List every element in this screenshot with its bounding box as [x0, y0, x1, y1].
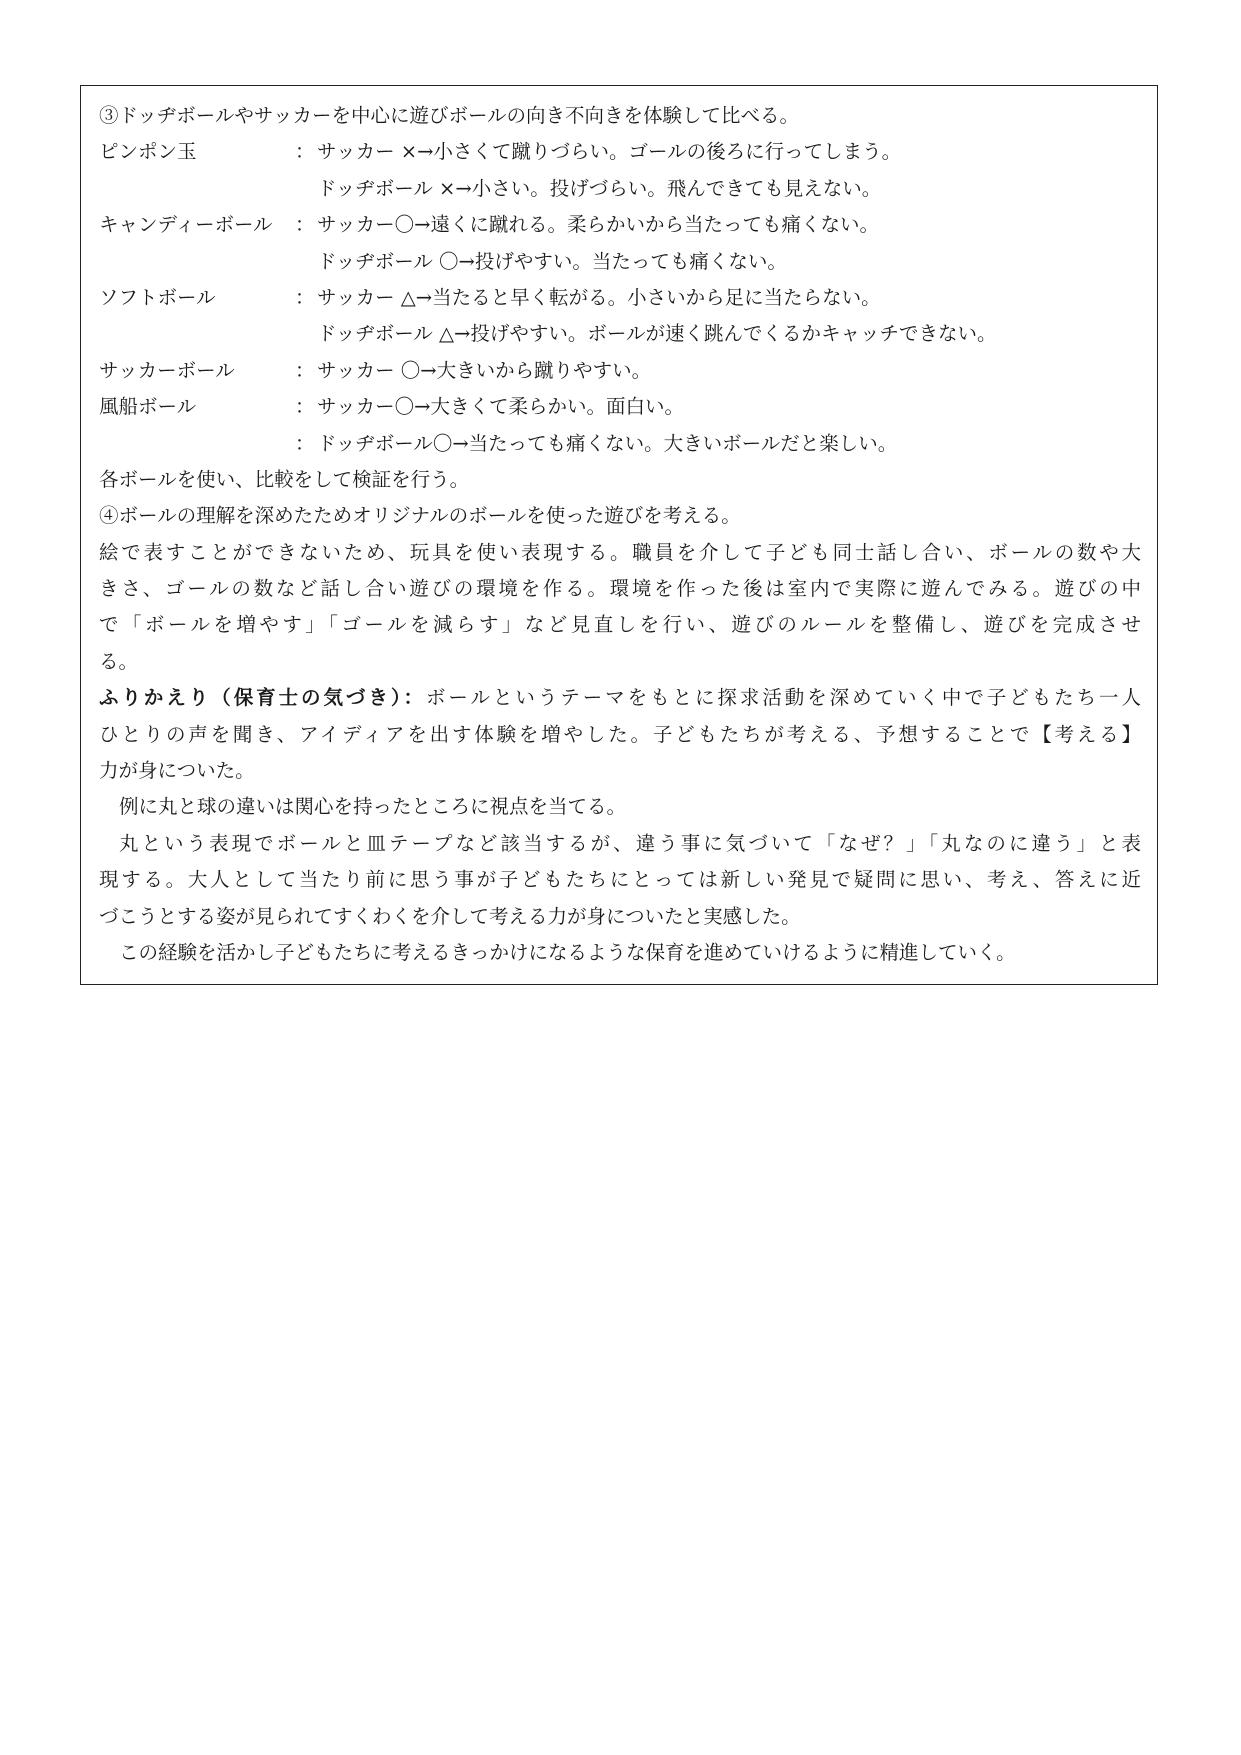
ball-colon: ： — [295, 213, 315, 237]
ball-evaluation: サッカー〇→遠くに蹴れる。柔らかいから当たっても痛くない。 — [317, 213, 879, 237]
reflection-first-line — [99, 680, 1141, 716]
ball-evaluation: サッカー △→当たると早く転がる。小さいから足に当たらない。 — [317, 285, 881, 309]
ball-evaluation: サッカー〇→大きくて柔らかい。面白い。 — [317, 395, 684, 419]
ball-row — [99, 280, 1141, 316]
ball-name: ソフトボール — [99, 285, 216, 309]
reflection-line: ひとりの声を聞き、アイディアを出す体験を増やした。子どもたちが考える、予想することで【考える】 — [99, 722, 1141, 746]
reflection-line: 力が身についた。 — [99, 759, 255, 783]
ball-evaluation: ドッヂボール〇→当たっても痛くない。大きいボールだと楽しい。 — [317, 431, 898, 455]
ball-name — [99, 316, 295, 352]
section3-summary: 各ボールを使い、比較をして検証を行う。 — [99, 467, 470, 491]
ball-name: キャンディーボール — [99, 213, 273, 237]
reflection-paragraph-line: 現する。大人として当たり前に思う事が子どもたちにとっては新しい発見で疑問に思い、考え、答えに近 — [99, 868, 1141, 892]
ball-colon: ： — [295, 395, 315, 419]
ball-colon — [295, 244, 317, 280]
ball-name — [99, 426, 295, 462]
reflection-label: ふりかえり（保育士の気づき）： — [99, 686, 426, 710]
reflection-paragraph-line: 丸という表現でボールと皿テープなど該当するが、違う事に気づいて「なぜ？」「丸なのに違う」と表 — [119, 831, 1141, 855]
reflection-paragraph-line: づこうとする姿が見られてすくわくを介して考える力が身についたと実感した。 — [99, 904, 801, 928]
section4-paragraph-line: で「ボールを増やす」「ゴールを減らす」など見直しを行い、遊びのルールを整備し、遊びを完成させ — [99, 613, 1141, 637]
ball-row — [99, 207, 1141, 243]
ball-name — [99, 171, 295, 207]
reflection-paragraph: 例に丸と球の違いは関心を持ったところに視点を当てる。 — [119, 795, 627, 819]
section4-paragraph-line: きさ、ゴールの数など話し合い遊びの環境を作る。環境を作った後は室内で実際に遊んでみる。遊びの中 — [99, 577, 1141, 601]
ball-name: 風船ボール — [99, 395, 197, 419]
ball-name: ピンポン玉 — [99, 140, 197, 164]
ball-evaluation: サッカー ×→小さくて蹴りづらい。ゴールの後ろに行ってしまう。 — [317, 140, 902, 164]
ball-colon — [295, 171, 317, 207]
ball-name — [99, 244, 295, 280]
reflection-text: ボールというテーマをもとに探求活動を深めていく中で子どもたち一人 — [425, 686, 1141, 710]
ball-name: サッカーボール — [99, 358, 235, 382]
content-frame — [80, 85, 1158, 985]
ball-row — [99, 353, 1141, 389]
ball-evaluation: ドッヂボール ×→小さい。投げづらい。飛んできても見えない。 — [317, 176, 882, 200]
section4-paragraph-line: る。 — [99, 649, 139, 673]
ball-colon: ： — [295, 140, 315, 164]
ball-row — [99, 134, 1141, 170]
ball-colon: ： — [295, 358, 315, 382]
ball-colon: ： — [295, 431, 315, 455]
ball-colon — [295, 316, 317, 352]
ball-row — [99, 389, 1141, 425]
section4-paragraph-line: 絵で表すことができないため、玩具を使い表現する。職員を介して子ども同士話し合い、ボールの数や大 — [99, 540, 1141, 564]
ball-evaluation: ドッヂボール △→投げやすい。ボールが速く跳んでくるかキャッチできない。 — [317, 322, 997, 346]
section3-heading: ③ドッヂボールやサッカーを中心に遊びボールの向き不向きを体験して比べる。 — [99, 104, 800, 127]
ball-row — [99, 244, 1141, 280]
ball-row — [99, 171, 1141, 207]
section4-heading: ④ボールの理解を深めたためオリジナルのボールを使った遊びを考える。 — [99, 504, 741, 528]
ball-evaluation: ドッヂボール 〇→投げやすい。当たっても痛くない。 — [317, 249, 787, 273]
ball-evaluation: サッカー 〇→大きいから蹴りやすい。 — [317, 358, 652, 382]
ball-colon: ： — [295, 285, 315, 309]
ball-row — [99, 426, 1141, 462]
ball-row — [99, 316, 1141, 352]
reflection-closing: この経験を活かし子どもたちに考えるきっかけになるような保育を進めていけるように精進していく。 — [119, 940, 1016, 964]
